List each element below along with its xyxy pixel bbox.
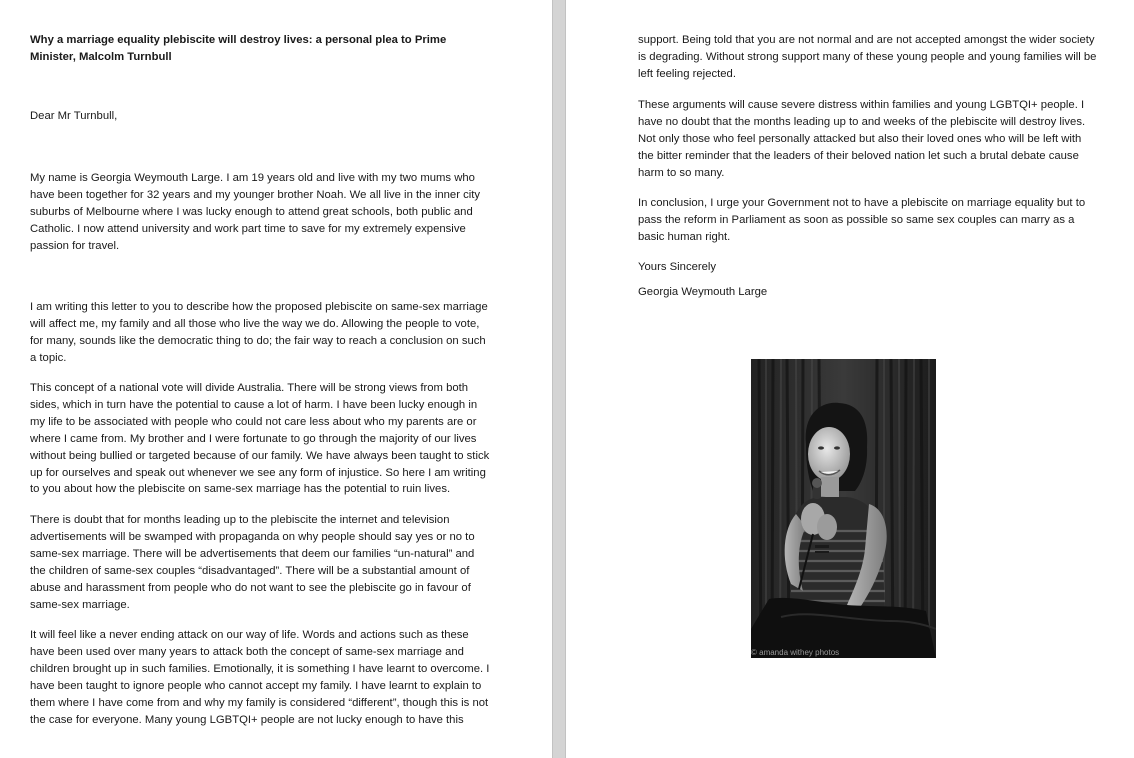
- letter-paragraph-4: There is doubt that for months leading up to the plebiscite the internet and television advertisements will be swamped with propaganda on why people should say yes or no to same-sex marriage. There will be advertisements that deem our families “un-natural” and the children of same-sex couples “disadvantaged”. There will be a substantial amount of abuse and harassment from people who do not want to see the plebiscite go in favour of same-sex marriage.: [30, 514, 475, 611]
- photo-watermark: © amanda withey photos: [751, 648, 840, 657]
- letter-paragraph-8: In conclusion, I urge your Government not to have a plebiscite on marriage equality but to pass the reform in Parliament as soon as possible so same sex couples can marry as a basic human right.: [638, 197, 1086, 243]
- document-page-right: [566, 0, 1134, 758]
- document-page-left: [0, 0, 552, 758]
- letter-paragraph-2: I am writing this letter to you to describe how the proposed plebiscite on same-sex marriage will affect me, my family and all those who live the way we do. Allowing the people to vote, for many, sounds like the democratic thing to do; the fair way to reach a conclusion on such a topic.: [30, 301, 488, 364]
- letter-closing: Yours Sincerely: [638, 261, 717, 273]
- letter-paragraph-3: This concept of a national vote will divide Australia. There will be strong views from both sides, which in turn have the potential to cause a lot of harm. I have been lucky enough in my life to be associated with people who could not care less about who my parents are or where I came from. My brother and I were fortunate to go through the majority of our lives without being bullied or targeted because of our family. We have always been taught to stick up for ourselves and speak out whenever we see any form of injustice. So here I am writing to you about how the plebiscite on same-sex marriage has the potential to ruin lives.: [30, 382, 490, 496]
- page-gutter: [552, 0, 566, 758]
- letter-salutation: Dear Mr Turnbull,: [30, 110, 118, 122]
- letter-paragraph-5: It will feel like a never ending attack on our way of life. Words and actions such as these have been used over many years to attack both the concept of same-sex marriage and children brought up in such families. Emotionally, it is something I have learnt to overcome. I have been taught to ignore people who cannot accept my family. I have learnt to explain to them where I have come from and why my family is considered “different”, though this is not the case for everyone. Many young LGBTQI+ people are not lucky enough to have this: [30, 629, 490, 726]
- letter-signature: Georgia Weymouth Large: [638, 286, 768, 298]
- letter-paragraph-7: These arguments will cause severe distress within families and young LGBTQI+ people. I have no doubt that the months leading up to and weeks of the plebiscite will destroy lives. Not only those who feel personally attacked but also their loved ones who will be left with the bitter reminder that the leaders of their beloved nation let such a brutal debate cause harm to so many.: [638, 99, 1086, 179]
- author-photo-image: [751, 359, 936, 658]
- author-photo: [751, 359, 936, 658]
- letter-paragraph-1: My name is Georgia Weymouth Large. I am 19 years old and live with my two mums who have been together for 32 years and my younger brother Noah. We all live in the inner city suburbs of Melbourne where I was lucky enough to attend great schools, both public and Catholic. I now attend university and work part time to save for my extremely expensive passion for travel.: [30, 172, 481, 252]
- letter-paragraph-6: support. Being told that you are not normal and are not accepted amongst the wider society is degrading. Without strong support many of these young people and young families will be left feeling rejected.: [638, 34, 1097, 80]
- letter-title: Why a marriage equality plebiscite will destroy lives: a personal plea to Prime Minister, Malcolm Turnbull: [30, 34, 447, 63]
